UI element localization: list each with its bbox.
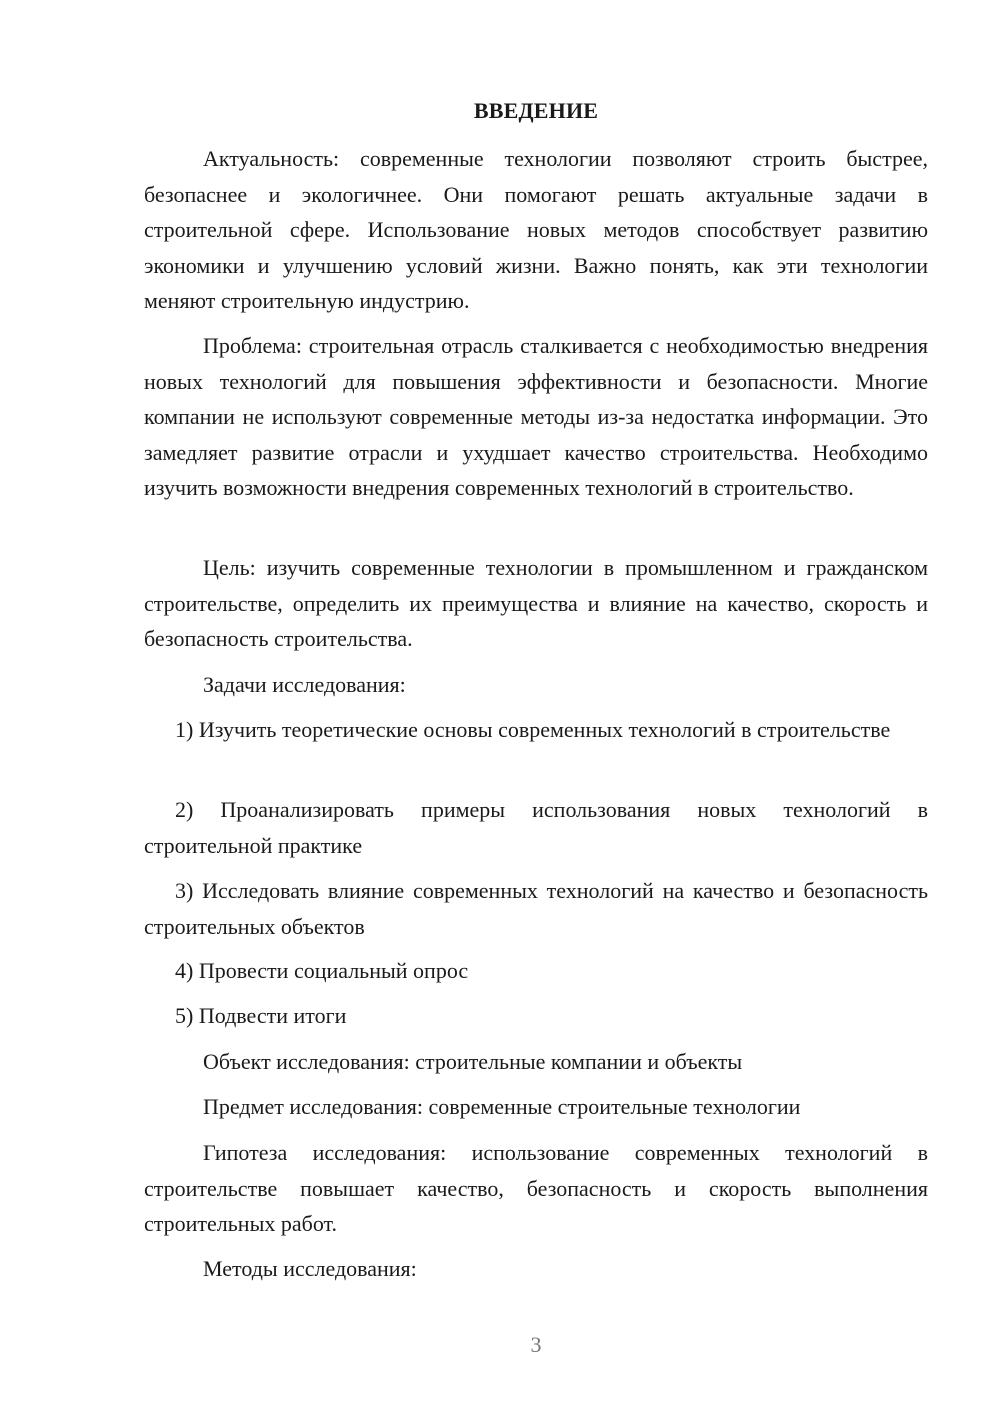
section-heading: ВВЕДЕНИЕ bbox=[473, 98, 599, 123]
task-item: 1) Изучить теоретические основы современных технологий в строительстве bbox=[175, 717, 891, 742]
page-body-subject bbox=[144, 1089, 928, 1125]
tasks-heading: Задачи исследования: bbox=[203, 672, 406, 697]
page-body-methods bbox=[144, 1251, 928, 1287]
task-item-5-wrap bbox=[144, 998, 928, 1034]
subject-paragraph: Предмет исследования: современные строительные технологии bbox=[203, 1094, 801, 1119]
problem-paragraph: Проблема: строительная отрасль сталкивается с необходимостью внедрения новых технологий для повышения эффективности и безопасности. Многие компании не используют современные методы из-за недостатка информации. Это замедляет развитие отрасли и ухудшает качество строительства. Необходимо изучить возможности внедрения современных технологий в строительство. bbox=[144, 333, 928, 500]
hypothesis-paragraph: Гипотеза исследования: использование современных технологий в строительстве повышает качество, безопасность и скорость выполнения строительных работ. bbox=[144, 1140, 928, 1236]
task-item: 2) Проанализировать примеры использования новых технологий в строительной практике bbox=[144, 797, 928, 858]
page-body-goal bbox=[144, 550, 928, 657]
task-item-4-wrap bbox=[144, 953, 928, 989]
goal-paragraph: Цель: изучить современные технологии в промышленном и гражданском строительстве, определить их преимущества и влияние на качество, скорость и безопасность строительства. bbox=[144, 555, 928, 651]
task-item-2-wrap bbox=[144, 792, 928, 863]
methods-heading: Методы исследования: bbox=[203, 1256, 417, 1281]
page-body-tasks-heading bbox=[144, 667, 928, 703]
page-body-object bbox=[144, 1044, 928, 1080]
task-item: 5) Подвести итоги bbox=[175, 1003, 347, 1028]
object-paragraph: Объект исследования: строительные компании и объекты bbox=[203, 1049, 743, 1074]
task-item-3-wrap bbox=[144, 873, 928, 944]
task-item: 3) Исследовать влияние современных технологий на качество и безопасность строительных объектов bbox=[144, 878, 928, 939]
page-body bbox=[144, 141, 928, 319]
task-item: 4) Провести социальный опрос bbox=[175, 958, 469, 983]
relevance-paragraph: Актуальность: современные технологии позволяют строить быстрее, безопаснее и экологичнее. Они помогают решать актуальные задачи в строительной сфере. Использование новых методов способствует развитию экономики и улучшению условий жизни. Важно понять, как эти технологии меняют строительную индустрию. bbox=[144, 146, 928, 313]
page-number: 3 bbox=[530, 1332, 542, 1357]
page-body-problem bbox=[144, 328, 928, 506]
page-body-hypothesis bbox=[144, 1135, 928, 1242]
task-item-1-wrap bbox=[144, 712, 928, 748]
